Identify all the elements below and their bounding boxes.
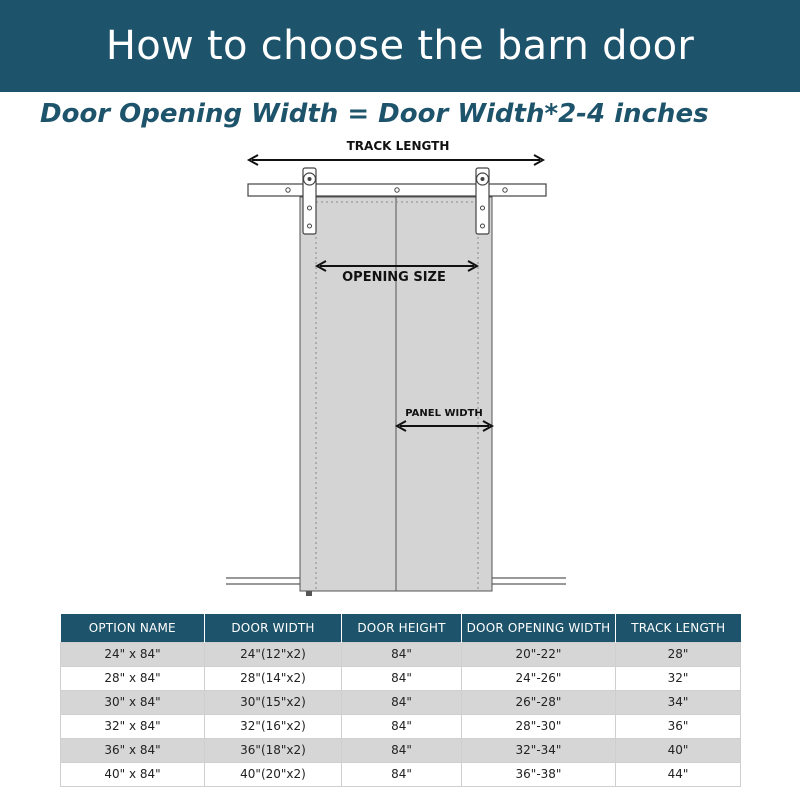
opening-size-label: OPENING SIZE — [342, 270, 446, 285]
opening-width-cell: 26"-28" — [462, 690, 616, 714]
door-width-cell: 28"(14"x2) — [205, 666, 342, 690]
column-header: TRACK LENGTH — [616, 614, 741, 642]
option-name-cell: 32" x 84" — [61, 714, 205, 738]
table-header-row — [61, 614, 741, 642]
table-row — [61, 738, 741, 762]
track-length-cell: 40" — [616, 738, 741, 762]
track-length-cell: 44" — [616, 762, 741, 786]
option-name-cell: 30" x 84" — [61, 690, 205, 714]
door-height-cell: 84" — [342, 666, 462, 690]
door-height-cell: 84" — [342, 738, 462, 762]
size-table — [60, 614, 741, 787]
column-header: DOOR WIDTH — [205, 614, 342, 642]
table-row — [61, 714, 741, 738]
option-name-cell: 36" x 84" — [61, 738, 205, 762]
door-height-cell: 84" — [342, 642, 462, 666]
opening-width-cell: 20"-22" — [462, 642, 616, 666]
track-length-cell: 28" — [616, 642, 741, 666]
track-length-cell: 34" — [616, 690, 741, 714]
size-table-container — [60, 614, 740, 787]
page-title: How to choose the barn door — [105, 23, 695, 69]
hanger-axle-right — [481, 177, 485, 181]
barn-door-diagram — [0, 130, 800, 610]
option-name-cell: 40" x 84" — [61, 762, 205, 786]
opening-width-cell: 32"-34" — [462, 738, 616, 762]
door-height-cell: 84" — [342, 762, 462, 786]
option-name-cell: 24" x 84" — [61, 642, 205, 666]
track-length-cell: 32" — [616, 666, 741, 690]
door-width-cell: 30"(15"x2) — [205, 690, 342, 714]
track-rail — [248, 184, 546, 196]
door-width-cell: 32"(16"x2) — [205, 714, 342, 738]
track-length-cell: 36" — [616, 714, 741, 738]
barn-door-illustration — [0, 130, 800, 610]
table-row — [61, 690, 741, 714]
formula-subtitle: Door Opening Width = Door Width*2-4 inches — [40, 99, 709, 129]
opening-width-cell: 28"-30" — [462, 714, 616, 738]
option-name-cell: 28" x 84" — [61, 666, 205, 690]
column-header: DOOR HEIGHT — [342, 614, 462, 642]
door-width-cell: 36"(18"x2) — [205, 738, 342, 762]
door-height-cell: 84" — [342, 690, 462, 714]
panel-width-label: PANEL WIDTH — [405, 408, 483, 419]
door-height-cell: 84" — [342, 714, 462, 738]
opening-width-cell: 24"-26" — [462, 666, 616, 690]
header-banner — [0, 0, 800, 92]
column-header: OPTION NAME — [61, 614, 205, 642]
door-width-cell: 24"(12"x2) — [205, 642, 342, 666]
hanger-axle-left — [308, 177, 312, 181]
table-row — [61, 762, 741, 786]
table-row — [61, 666, 741, 690]
door-width-cell: 40"(20"x2) — [205, 762, 342, 786]
table-row — [61, 642, 741, 666]
column-header: DOOR OPENING WIDTH — [462, 614, 616, 642]
track-length-label: TRACK LENGTH — [346, 139, 450, 153]
opening-width-cell: 36"-38" — [462, 762, 616, 786]
floor-guide — [306, 591, 312, 596]
